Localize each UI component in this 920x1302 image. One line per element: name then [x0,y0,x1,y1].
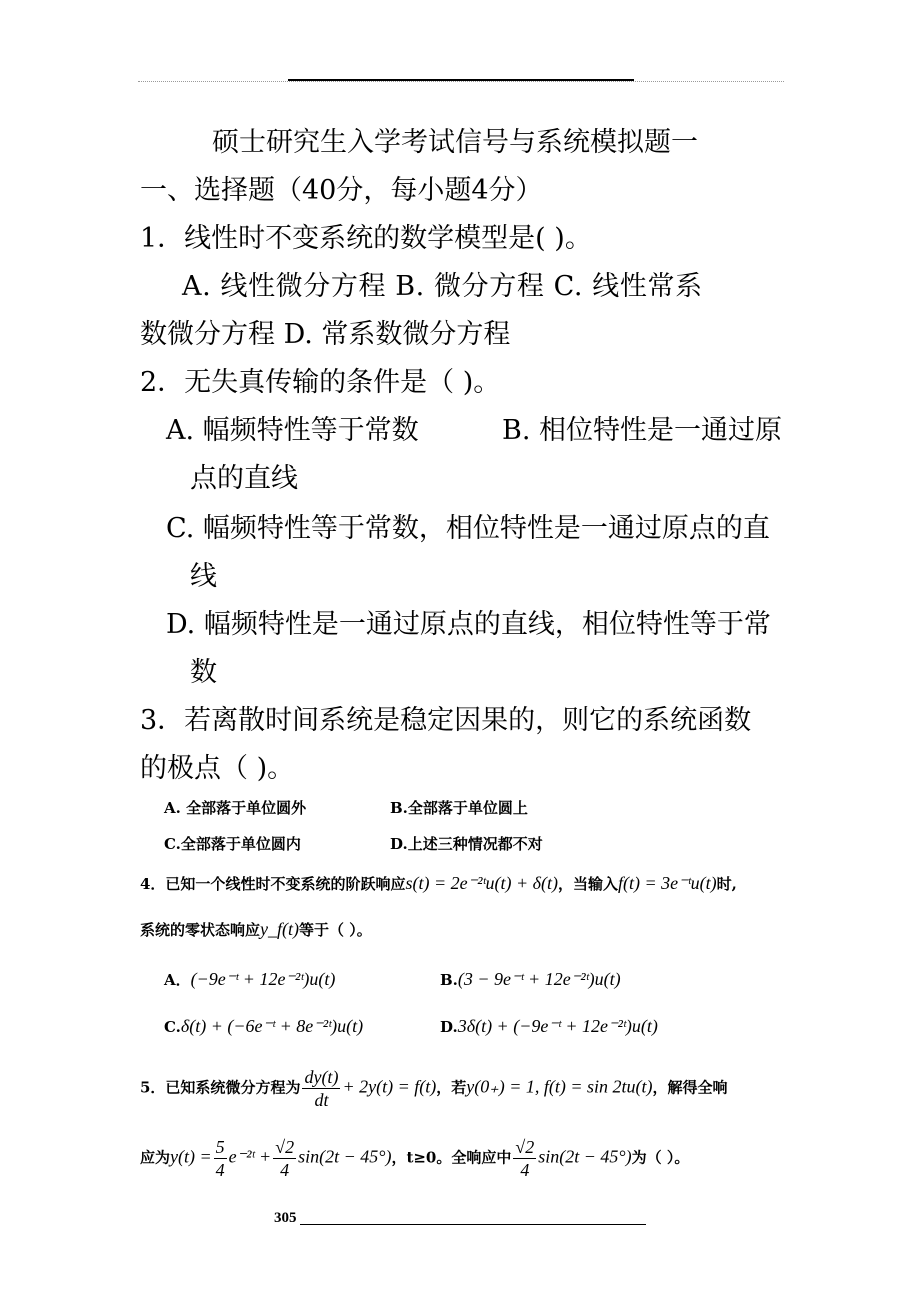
q5-sin-term: sin(2t − 45°) [298,1146,392,1167]
q2-option-d: D. 幅频特性是一通过原点的直线，相位特性等于常 [166,609,771,640]
q5-sin-term-b: sin(2t − 45°) [538,1146,632,1167]
q4-text: 时, [716,875,737,893]
page-title: 硕士研究生入学考试信号与系统模拟题一 [212,127,698,158]
q5-stem-line1 [140,1066,728,1111]
q5-equation-formula: + 2y(t) = f(t) [342,1076,437,1097]
q1-options-line2: 数微分方程 D. 常系数微分方程 [140,319,511,350]
q4-option-d [440,1016,658,1037]
q2-option-b-cont: 点的直线 [190,463,298,494]
q4-option-b [440,969,621,990]
q5-text: 应为 [140,1148,171,1167]
page-number: 305 [274,1210,297,1226]
q2-option-b: B. 相位特性是一通过原 [502,415,783,446]
q4-option-a-label: A． [164,971,191,989]
q5-text: ，t≥0。全响应中 [391,1148,512,1167]
q4-text: 等于（ ）。 [299,921,372,939]
q4-step-response-formula: s(t) = 2e⁻²ᵗu(t) + δ(t) [405,873,558,893]
q5-text: ，若 [436,1078,467,1097]
header-rule-dotted [138,81,784,82]
q5-fraction-5-4: $\frac{5}{4}$ [215,1137,225,1180]
q1-stem: 1．线性时不变系统的数学模型是( )。 [140,223,592,254]
q4-option-d-label: D. [440,1018,458,1036]
q4-option-a-formula: (−9e⁻ᵗ + 12e⁻²ᵗ)u(t) [190,969,336,989]
q4-output-symbol: y_f(t) [260,919,299,939]
q5-initial-formula: y(0₊) = 1, f(t) = sin 2tu(t) [466,1076,653,1097]
header-rule [288,79,634,81]
q4-stem-line2 [140,919,372,940]
q2-option-c: C. 幅频特性等于常数，相位特性是一通过原点的直 [166,513,770,544]
q4-option-b-label: B. [440,971,458,989]
footer-rule [300,1224,646,1225]
q4-option-d-formula: 3δ(t) + (−9e⁻ᵗ + 12e⁻²ᵗ)u(t) [457,1016,658,1036]
section-heading: 一、选择题（40分，每小题4分） [140,175,543,206]
q5-response-lhs: y(t) = [170,1146,212,1167]
q4-option-c-formula: δ(t) + (−6e⁻ᵗ + 8e⁻²ᵗ)u(t) [180,1016,364,1036]
q5-stem-line2 [140,1136,689,1181]
q5-text: ，解得全响 [652,1078,728,1097]
q4-option-a [164,969,335,990]
q2-option-d-cont: 数 [190,657,217,688]
q5-exp-term: e⁻²ᵗ + [228,1146,272,1167]
q4-text: ，当输入 [558,875,619,893]
q4-option-c-label: C. [164,1018,181,1036]
q5-text: 为（ ）。 [631,1148,690,1167]
q2-option-c-cont: 线 [190,561,217,592]
q3-option-d: D.上述三种情况都不对 [390,835,543,853]
q4-text: 系统的零状态响应 [140,921,261,939]
q2-option-a: A. 幅频特性等于常数 [166,415,419,446]
q5-derivative-fraction: $\frac{dy(t)}{dt}$ [304,1067,339,1110]
q3-stem-line1: 3．若离散时间系统是稳定因果的，则它的系统函数 [140,705,752,736]
q4-input-formula: f(t) = 3e⁻ᵗu(t) [618,873,717,893]
q5-fraction-sqrt2-4: $\frac{√2}{4}$ [275,1137,295,1180]
q3-option-a: A. 全部落于单位圆外 [164,799,307,817]
q4-option-b-formula: (3 − 9e⁻ᵗ + 12e⁻²ᵗ)u(t) [457,969,621,989]
q2-stem: 2．无失真传输的条件是（ )。 [140,367,501,398]
q3-stem-line2: 的极点（ )。 [140,753,295,784]
q4-option-c [164,1016,363,1037]
q5-fraction-sqrt2-4-b: $\frac{√2}{4}$ [515,1137,535,1180]
q1-options-line1: A. 线性微分方程 B. 微分方程 C. 线性常系 [182,271,703,302]
q4-stem-line1 [140,873,737,894]
q3-option-c: C.全部落于单位圆内 [164,835,301,853]
q4-text: 4．已知一个线性时不变系统的阶跃响应 [140,875,406,893]
q5-text: 5．已知系统微分方程为 [140,1078,301,1097]
q3-option-b: B.全部落于单位圆上 [390,799,528,817]
